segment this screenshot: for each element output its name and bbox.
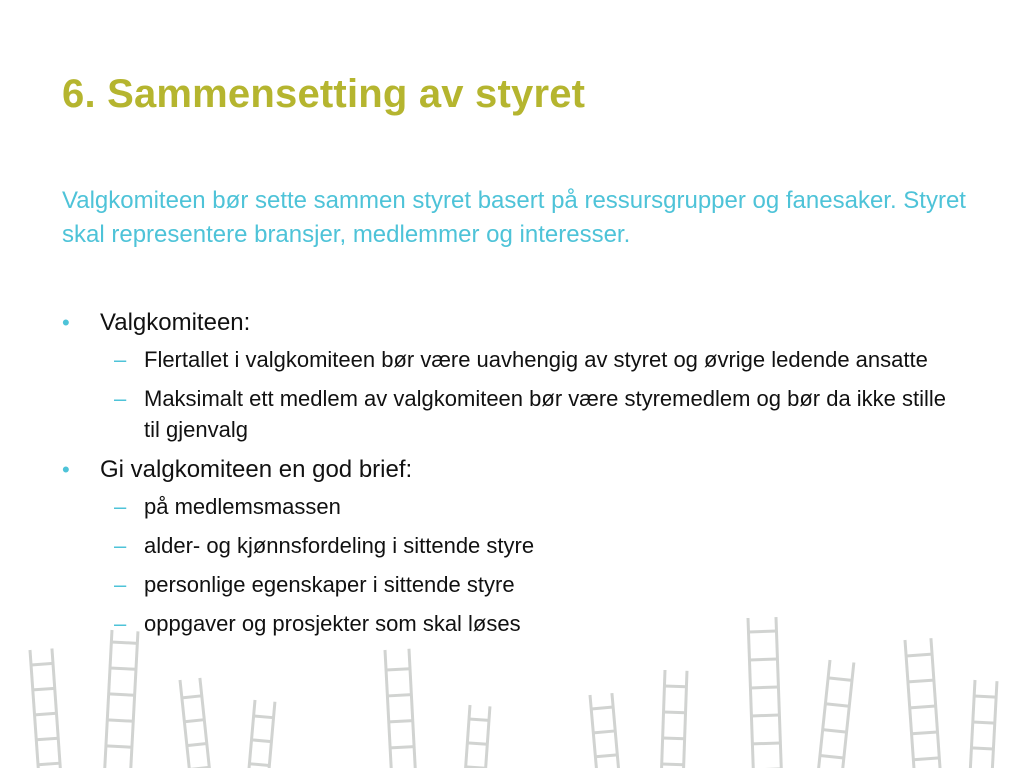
sub-bullet-item: [100, 344, 962, 375]
sub-bullet-text: på medlemsmassen: [144, 494, 341, 519]
bullet-list: [62, 302, 962, 647]
bullet-glyph: •: [62, 457, 70, 482]
bullet-text: Valgkomiteen:: [100, 309, 251, 336]
bullet-text: Gi valgkomiteen en god brief:: [100, 456, 413, 483]
sub-bullet-item: [100, 491, 962, 522]
dash-glyph: –: [114, 386, 127, 411]
bullet-item: [62, 453, 962, 639]
slide-title: 6. Sammensetting av styret: [62, 72, 586, 116]
sub-bullet-text: Maksimalt ett medlem av valgkomiteen bør være styremedlem og bør da ikke stille til gjenvalg: [144, 386, 947, 442]
sub-bullet-text: oppgaver og prosjekter som skal løses: [144, 611, 521, 636]
dash-glyph: –: [114, 533, 127, 558]
sub-bullet-text: personlige egenskaper i sittende styre: [144, 572, 515, 597]
bullet-item: [62, 306, 962, 445]
sub-bullet-item: [100, 569, 962, 600]
intro-paragraph: Valgkomiteen bør sette sammen styret basert på ressursgrupper og fanesaker. Styret skal representere bransjer, medlemmer og interesser.: [62, 187, 966, 248]
sub-bullet-item: [100, 530, 962, 561]
sub-bullet-list: [100, 344, 962, 445]
sub-bullet-text: Flertallet i valgkomiteen bør være uavhengig av styret og øvrige ledende ansatte: [144, 347, 928, 372]
dash-glyph: –: [114, 611, 127, 636]
dash-glyph: –: [114, 494, 127, 519]
sub-bullet-list: [100, 491, 962, 639]
bullet-glyph: •: [62, 310, 70, 335]
sub-bullet-item: [100, 383, 962, 445]
dash-glyph: –: [114, 347, 127, 372]
dash-glyph: –: [114, 572, 127, 597]
sub-bullet-item: [100, 608, 962, 639]
sub-bullet-text: alder- og kjønnsfordeling i sittende styre: [144, 533, 535, 558]
